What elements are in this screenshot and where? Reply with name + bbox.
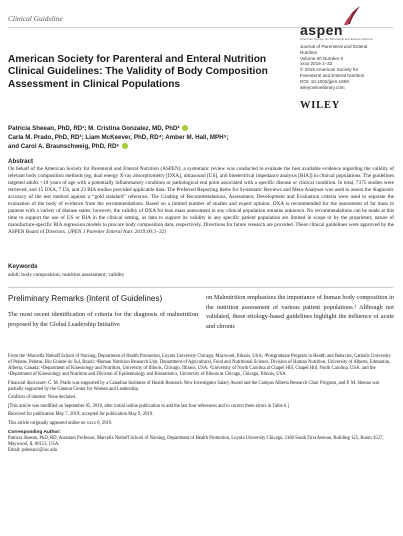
corresponding-author-label: Corresponding Author:: [8, 429, 61, 435]
section-heading: Preliminary Remarks (Intent of Guidelines): [8, 294, 163, 303]
orcid-icon[interactable]: [182, 125, 188, 131]
author-line-text: Patricia Sheean, PhD, RD¹; M. Cristina Gonzalez, MD, PhD²: [8, 125, 180, 132]
abstract-heading: Abstract: [8, 158, 34, 165]
aspen-logo-wordmark: aspen: [300, 22, 343, 38]
guideline-type-label: Clinical Guideline: [8, 14, 63, 23]
abstract-citation: (JPEN J Parenter Enteral Nutr. 2019;00:1–32): [67, 229, 166, 236]
footnotes: [8, 354, 394, 454]
journal-info-line: Volume 00 Number 0: [300, 55, 344, 61]
journal-info-line: Journal of Parenteral and Enteral: [300, 44, 368, 49]
journal-info-line: xxxx 2019 1–32: [300, 61, 333, 67]
section-divider: [8, 287, 393, 288]
author-line: [8, 124, 313, 133]
abstract-text: [8, 166, 394, 236]
keywords-list: adult; body composition; nutrition assessment; validity: [8, 272, 125, 278]
financial-disclosure: Financial disclosure: C. M. Prado was supported by a Canadian Institutes of Health Research New Investigator Salary Award and the Campus Alberta Research Chair Program, and P. M. Sheean was partially supported by the Gannon Center for Women and Leadership.: [8, 380, 380, 392]
aspen-logo: [300, 4, 374, 42]
body-text-right-column: on Malnutrition emphasizes the importance of human body composition in the nutrition assessment of various patient populations.¹ Although not validated, these etiology-based guidelines highlight the influence of acute and chronic: [206, 294, 394, 330]
author-line: Carla M. Prado, PhD, RD³; Liam McKeever, PhD, RD⁴; Amber M. Hall, MPH⁵;: [8, 134, 229, 142]
author-line: [8, 142, 313, 151]
keywords-heading: Keywords: [8, 263, 38, 270]
article-modification-note: [This article was modified on September 05, 2019, after initial online publication to add the last four references and to correct three errors in Table 6.]: [8, 403, 289, 409]
author-list: [8, 124, 313, 152]
conflicts-note: Conflicts of interest: None declared.: [8, 395, 77, 401]
aspen-logo-tagline: American Society for Parenteral and Enteral Nutrition: [300, 37, 374, 41]
wiley-logo: WILEY: [300, 100, 341, 111]
article-title: American Society for Parenteral and Enteral Nutrition Clinical Guidelines: The Validity of Body Composition Assessment in Clinical Populations: [8, 54, 268, 90]
orcid-icon[interactable]: [122, 143, 128, 149]
author-line-text: and Carol A. Braunschweig, PhD, RD⁶: [8, 143, 120, 151]
journal-info-block: [300, 44, 400, 90]
received-note: Received for publication May 7, 2019; accepted for publication May 9, 2019.: [8, 412, 154, 418]
corresponding-author-text: Patricia Sheean, PhD, RD, Assistant Professor, Marcella Niehoff School of Nursing, Department of Health Promotion, Loyola University Chicago, 2160 South First Avenue, Building 125, Room 4527, Maywood, IL 60153, USA.: [8, 435, 384, 447]
affiliations-note: From the ¹Marcella Niehoff School of Nursing, Department of Health Promotion, Loyola University Chicago, Maywood, Illinois, USA; ²Postgraduate Program in Health and Behavior, Catholic University of Pelotas, Pelotas, Rio Grande do Sul, Brazil; ³Human Nutrition Research Unit, Department of Agricultural, Food and Nutritional Science, Division of Human Nutrition, University of Alberta, Edmonton, Alberta, Canada; ⁴Department of Kinesiology and Nutrition, University of Illinois, Chicago, Illinois, USA; ⁵University of North Carolina at Chapel Hill, Chapel Hill, North Carolina, USA; and the ⁶Department of Kinesiology and Nutrition and Division of Epidemiology and Biostatistics, University of Illinois at Chicago, Chicago, Illinois, USA.: [8, 354, 391, 377]
journal-info-line: Nutrition: [300, 49, 318, 55]
abstract-body: On behalf of the American Society for Parenteral and Enteral Nutrition (ASPEN), a systematic review was conducted to evaluate the best available evidence regarding the validity of relevant body composition methods (eg, dual energy X-ray absorptiometry [DXA], ultrasound [US], and bioelectrical impedance analysis [BIA]) in clinical populations. The guidelines targeted adults >18 years of age with a potentially inflammatory condition or pathological end point associated with a specific disease or clinical condition. In total, 7375 studies were retrieved, and 15 DXA, 7 US, and 23 BIA studies provided applicable data. The Preferred Reporting Items for Systematic Reviews and Meta-Analyses was used to assess the diagnostic accuracy of the test method against a “gold standard” reference. The Grading of Recommendations, Assessment, Development and Evaluation criteria were used to separate the evaluation of the body of evidence from the recommendations. Based on a limited number of studies and expert opinion, DXA is recommended for the assessment of fat mass in patients with a variety of disease states; however, the validity of DXA for lean mass assessment in any clinical population remains unknown. No recommendations can be made at this time to support the use of US or BIA in the clinical setting, as data to support its validity in any specific patient population are limited in scope or by the proprietary nature of manufacture-specific BIA regression models to procure body composition data, respectively. Directions for future research are provided. These clinical guidelines were approved by the ASPEN Board of Directors.: [8, 166, 394, 236]
journal-info-line: wileyonlinelibrary.com: [300, 84, 345, 90]
body-text-left-column: The most recent identification of criteria for the diagnosis of malnutrition proposed by the Global Leadership Initiative: [8, 311, 198, 328]
corresponding-author-email[interactable]: Email: psheean1@luc.edu: [8, 447, 58, 453]
journal-info-line: DOI: 10.1002/jpen.1669: [300, 78, 349, 84]
journal-info-line: © 2019 American Society for: [300, 67, 359, 73]
aspen-swoosh-icon: [342, 4, 362, 26]
journal-info-line: Parenteral and Enteral Nutrition: [300, 72, 365, 78]
online-note: This article originally appeared online on xxxx 0, 2019.: [8, 420, 113, 426]
